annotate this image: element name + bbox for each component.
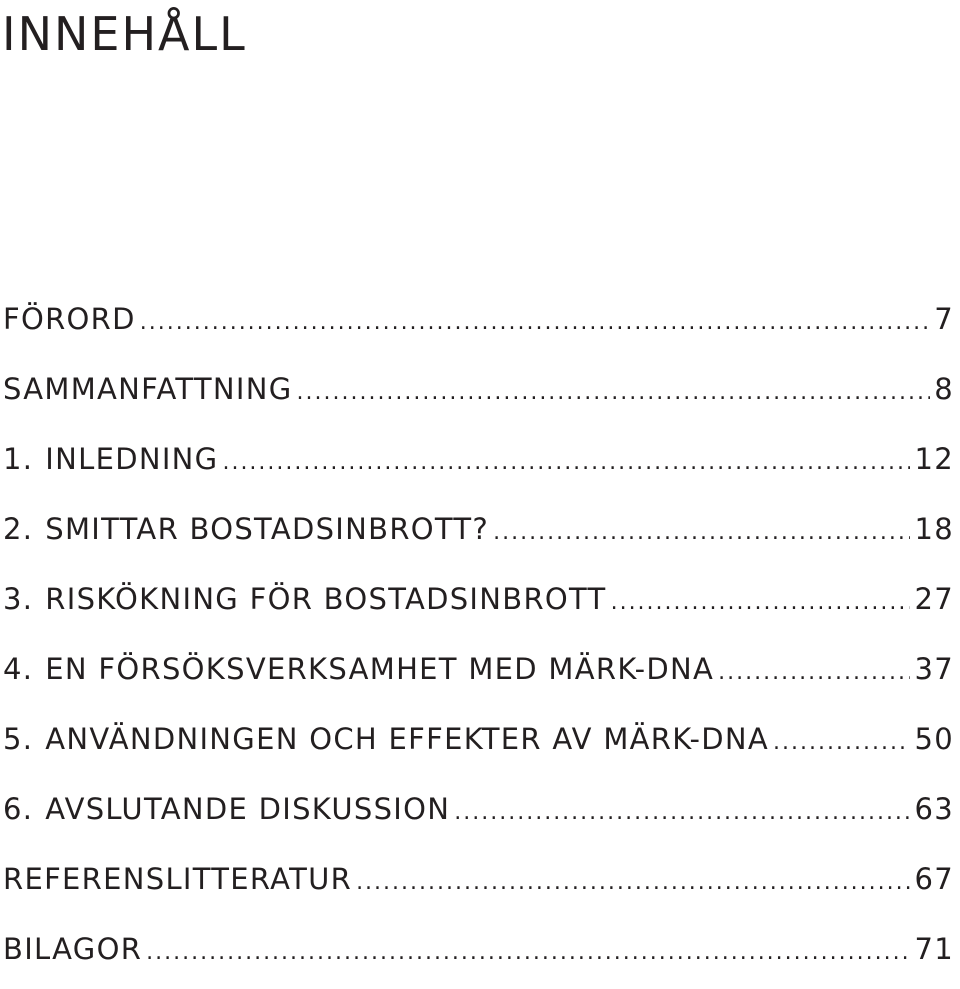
toc-entry-page: 71 bbox=[914, 932, 954, 966]
toc-entry-referenslitteratur[interactable] bbox=[3, 849, 954, 919]
toc-entry-chapter-4[interactable] bbox=[3, 639, 954, 709]
toc-entry-label: AVSLUTANDE DISKUSSION bbox=[45, 792, 451, 826]
toc-dot-leader bbox=[611, 573, 911, 633]
toc-entry-page: 7 bbox=[934, 302, 954, 336]
toc-entry-number: 5. bbox=[3, 722, 34, 756]
toc-entry-label: SAMMANFATTNING bbox=[3, 372, 293, 406]
page-title: INNEHÅLL bbox=[2, 7, 247, 61]
toc-entry-chapter-5[interactable] bbox=[3, 709, 954, 779]
toc-entry-forord[interactable] bbox=[3, 289, 954, 359]
toc-dot-leader bbox=[146, 923, 910, 983]
toc-dot-leader bbox=[718, 643, 910, 703]
toc-entry-label: REFERENSLITTERATUR bbox=[3, 862, 353, 896]
toc-entry-number: 3. bbox=[3, 582, 34, 616]
toc-entry-chapter-1[interactable] bbox=[3, 429, 954, 499]
toc-entry-label: BILAGOR bbox=[3, 932, 143, 966]
toc-entry-number: 1. bbox=[3, 442, 34, 476]
toc-entry-label: ANVÄNDNINGEN OCH EFFEKTER AV MÄRK-DNA bbox=[45, 722, 770, 756]
toc-dot-leader bbox=[454, 783, 910, 843]
toc-entry-chapter-2[interactable] bbox=[3, 499, 954, 569]
toc-entry-label: SMITTAR BOSTADSINBROTT? bbox=[45, 512, 490, 546]
toc-entry-page: 12 bbox=[914, 442, 954, 476]
toc-dot-leader bbox=[140, 293, 930, 353]
toc-entry-number: 6. bbox=[3, 792, 34, 826]
toc-dot-leader bbox=[222, 433, 910, 493]
toc-dot-leader bbox=[356, 853, 910, 913]
toc-entry-bilagor[interactable] bbox=[3, 919, 954, 989]
toc-entry-page: 63 bbox=[914, 792, 954, 826]
toc-dot-leader bbox=[773, 713, 910, 773]
toc-entry-page: 8 bbox=[934, 372, 954, 406]
toc-entry-sammanfattning[interactable] bbox=[3, 359, 954, 429]
table-of-contents bbox=[3, 289, 954, 989]
toc-dot-leader bbox=[493, 503, 910, 563]
toc-entry-page: 37 bbox=[914, 652, 954, 686]
toc-entry-label: INLEDNING bbox=[45, 442, 219, 476]
toc-entry-page: 67 bbox=[914, 862, 954, 896]
toc-entry-label: EN FÖRSÖKSVERKSAMHET MED MÄRK-DNA bbox=[45, 652, 715, 686]
toc-entry-number: 4. bbox=[3, 652, 34, 686]
toc-entry-page: 18 bbox=[914, 512, 954, 546]
toc-entry-page: 27 bbox=[914, 582, 954, 616]
toc-entry-page: 50 bbox=[914, 722, 954, 756]
toc-entry-chapter-3[interactable] bbox=[3, 569, 954, 639]
toc-entry-number: 2. bbox=[3, 512, 34, 546]
toc-dot-leader bbox=[297, 363, 931, 423]
toc-entry-label: RISKÖKNING FÖR BOSTADSINBROTT bbox=[45, 582, 607, 616]
toc-entry-label: FÖRORD bbox=[3, 302, 136, 336]
toc-entry-chapter-6[interactable] bbox=[3, 779, 954, 849]
